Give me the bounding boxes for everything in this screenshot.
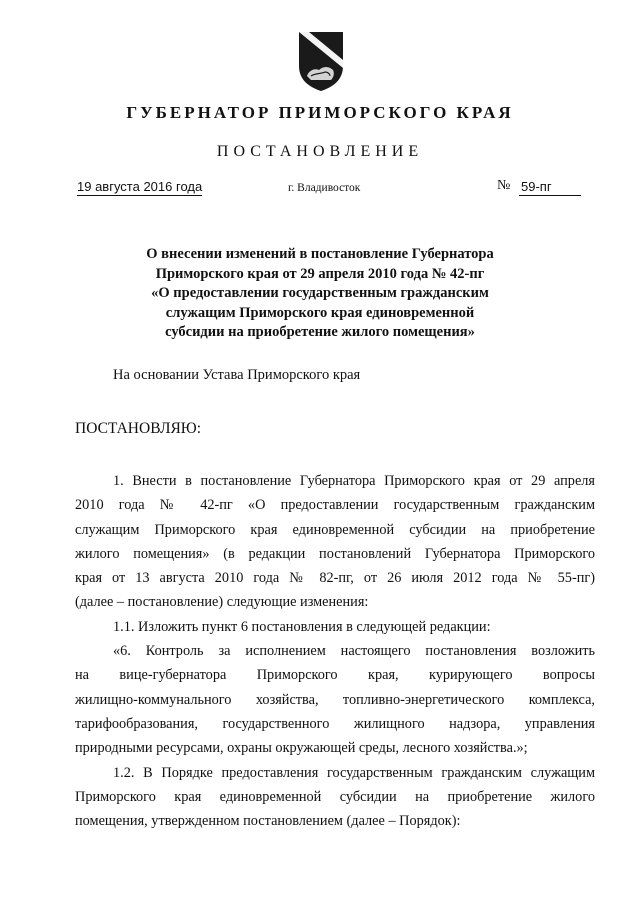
- title-line: субсидии на приобретение жилого помещения»: [165, 324, 475, 340]
- document-number: 59-пг: [519, 179, 581, 196]
- body-line: на вице-губернатора Приморского края, курирующего вопросы: [75, 667, 595, 684]
- body-line: природными ресурсами, охраны окружающей среды, лесного хозяйства.»;: [75, 740, 528, 757]
- decree-heading: ПОСТАНОВЛЯЮ:: [75, 420, 202, 437]
- legal-basis: На основании Устава Приморского края: [113, 367, 361, 383]
- body-line: (далее – постановление) следующие изменения:: [75, 594, 369, 611]
- body-line: жилищно-коммунального хозяйства, топливно-энергетического комплекса,: [75, 691, 595, 708]
- title-line: служащим Приморского края единовременной: [165, 304, 475, 321]
- coat-of-arms-emblem: [297, 30, 345, 92]
- document-body: [75, 469, 595, 833]
- document-type: ПОСТАНОВЛЕНИЕ: [216, 143, 424, 160]
- title-line: Приморского края от 29 апреля 2010 года № 42-пг: [155, 265, 485, 282]
- number-sign: №: [497, 178, 511, 193]
- title-line: «О предоставлении государственным гражданским: [151, 285, 489, 301]
- body-line: 2010 года № 42-пг «О предоставлении государственным гражданским: [75, 497, 595, 514]
- body-line: 1.1. Изложить пункт 6 постановления в следующей редакции:: [113, 618, 491, 635]
- document-city: г. Владивосток: [288, 182, 361, 194]
- body-line: тарифообразования, государственного жилищного надзора, управления: [75, 715, 595, 732]
- body-line: служащим Приморского края единовременной субсидии на приобретение: [75, 521, 595, 538]
- body-line: «6. Контроль за исполнением настоящего постановления возложить: [113, 643, 595, 660]
- body-line: края от 13 августа 2010 года № 82-пг, от 26 июля 2012 года № 55-пг): [75, 570, 595, 587]
- title-line: О внесении изменений в постановление Губернатора: [146, 246, 494, 262]
- document-title: [120, 245, 520, 343]
- body-line: Приморского края единовременной субсидии на приобретение жилого: [75, 788, 595, 805]
- body-line: 1.2. В Порядке предоставления государственным гражданским служащим: [113, 764, 595, 781]
- body-line: жилого помещения» (в редакции постановлений Губернатора Приморского: [75, 545, 595, 562]
- issuing-authority: ГУБЕРНАТОР ПРИМОРСКОГО КРАЯ: [126, 103, 514, 122]
- body-line: 1. Внести в постановление Губернатора Приморского края от 29 апреля: [113, 473, 595, 489]
- document-date: 19 августа 2016 года: [77, 179, 203, 194]
- body-line: помещения, утвержденном постановлением (далее – Порядок):: [75, 813, 461, 830]
